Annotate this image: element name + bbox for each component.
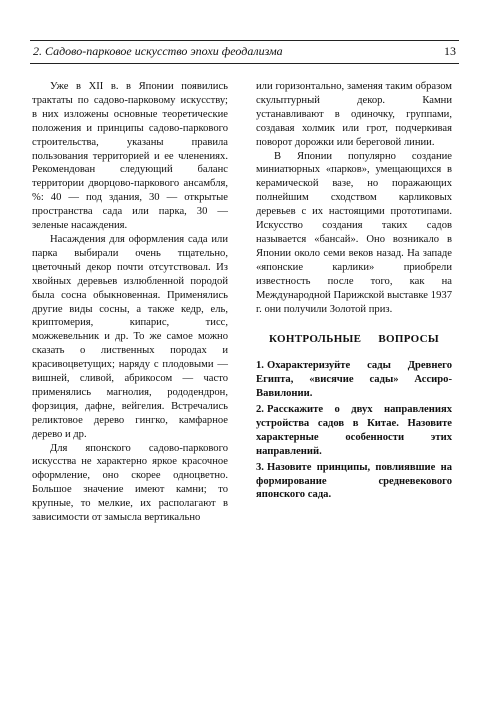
question-number: 1.: [256, 360, 264, 372]
question-text: Назовите принципы, повлиявшие на формирование средневекового японского сада.: [256, 461, 452, 501]
question-item: [256, 461, 452, 503]
running-header-title: 2. Садово-парковое искусство эпохи феодализма: [33, 44, 283, 58]
question-text: Охарактеризуйте сады Древнего Египта, «висячие сады» Ассиро-Вавилонии.: [256, 360, 452, 400]
running-header: [30, 40, 459, 64]
question-item: [256, 403, 452, 459]
paragraph: или горизонтально, заменяя таким образом скульптурный декор. Камни устанавливают в одиночку, группами, создавая холмик или грот, подчеркивая поворот дорожки или береговой линии.: [256, 81, 452, 148]
left-column: [32, 80, 228, 525]
section-title: КОНТРОЛЬНЫЕ ВОПРОСЫ: [269, 333, 439, 346]
paragraph: В Японии популярно создание миниатюрных «парков», умещающихся в керамической вазе, но поражающих полнейшим сходством карликовых деревьев с их настоящими прототипами. Искусство создания таких садов называется «бансай». Оно возникало в Японии около семи веков назад. На западе «японские карлики» приобрели известность после того, как на Международной Парижской выставке 1937 г. они получили Золотой приз.: [256, 150, 452, 315]
page-number: 13: [444, 44, 456, 58]
paragraph: Насаждения для оформления сада или парка выбирали очень тщательно, цветочный декор почти отсутствовал. Из хвойных деревьев излюбленной породой была сосна обыкновенная. Применялись другие виды сосны, а также кедр, ель, криптомерия, кипарис, тисс, можжевельник и др. То же самое можно сказать о лиственных породах и красивоцветущих; наряду с плодовыми — вишней, сливой, абрикосом — часто применялись магнолия, рододендрон, форзиция, дафне, вейгелия. Встречались реликтовое дерево гингко, камфарное дерево и др.: [32, 233, 228, 440]
question-number: 2.: [256, 404, 264, 416]
paragraph: Уже в XII в. в Японии появились трактаты по садово-парковому искусству; в них изложены основные теоретические положения и принципы садово-паркового строительства, указаны правила пользования территорией и ее членениях. Рекомендован следующий баланс территории дворцово-паркового ансамбля, %: 40 — под здания, 30 — открытые пространства сада или парка, 30 — зеленые насаждения.: [32, 81, 228, 232]
question-text: Расскажите о двух направлениях устройства садов в Китае. Назовите характерные особенности этих направлений.: [256, 404, 452, 457]
question-item: [256, 359, 452, 401]
right-column: [256, 80, 452, 504]
paragraph: Для японского садово-паркового искусства не характерно яркое красочное оформление, оно скорее одноцветно. Большое значение имеют камни; то крупные, то мелкие, их располагают в зависимости от замысла вертикально: [32, 442, 228, 524]
question-number: 3.: [256, 461, 264, 473]
